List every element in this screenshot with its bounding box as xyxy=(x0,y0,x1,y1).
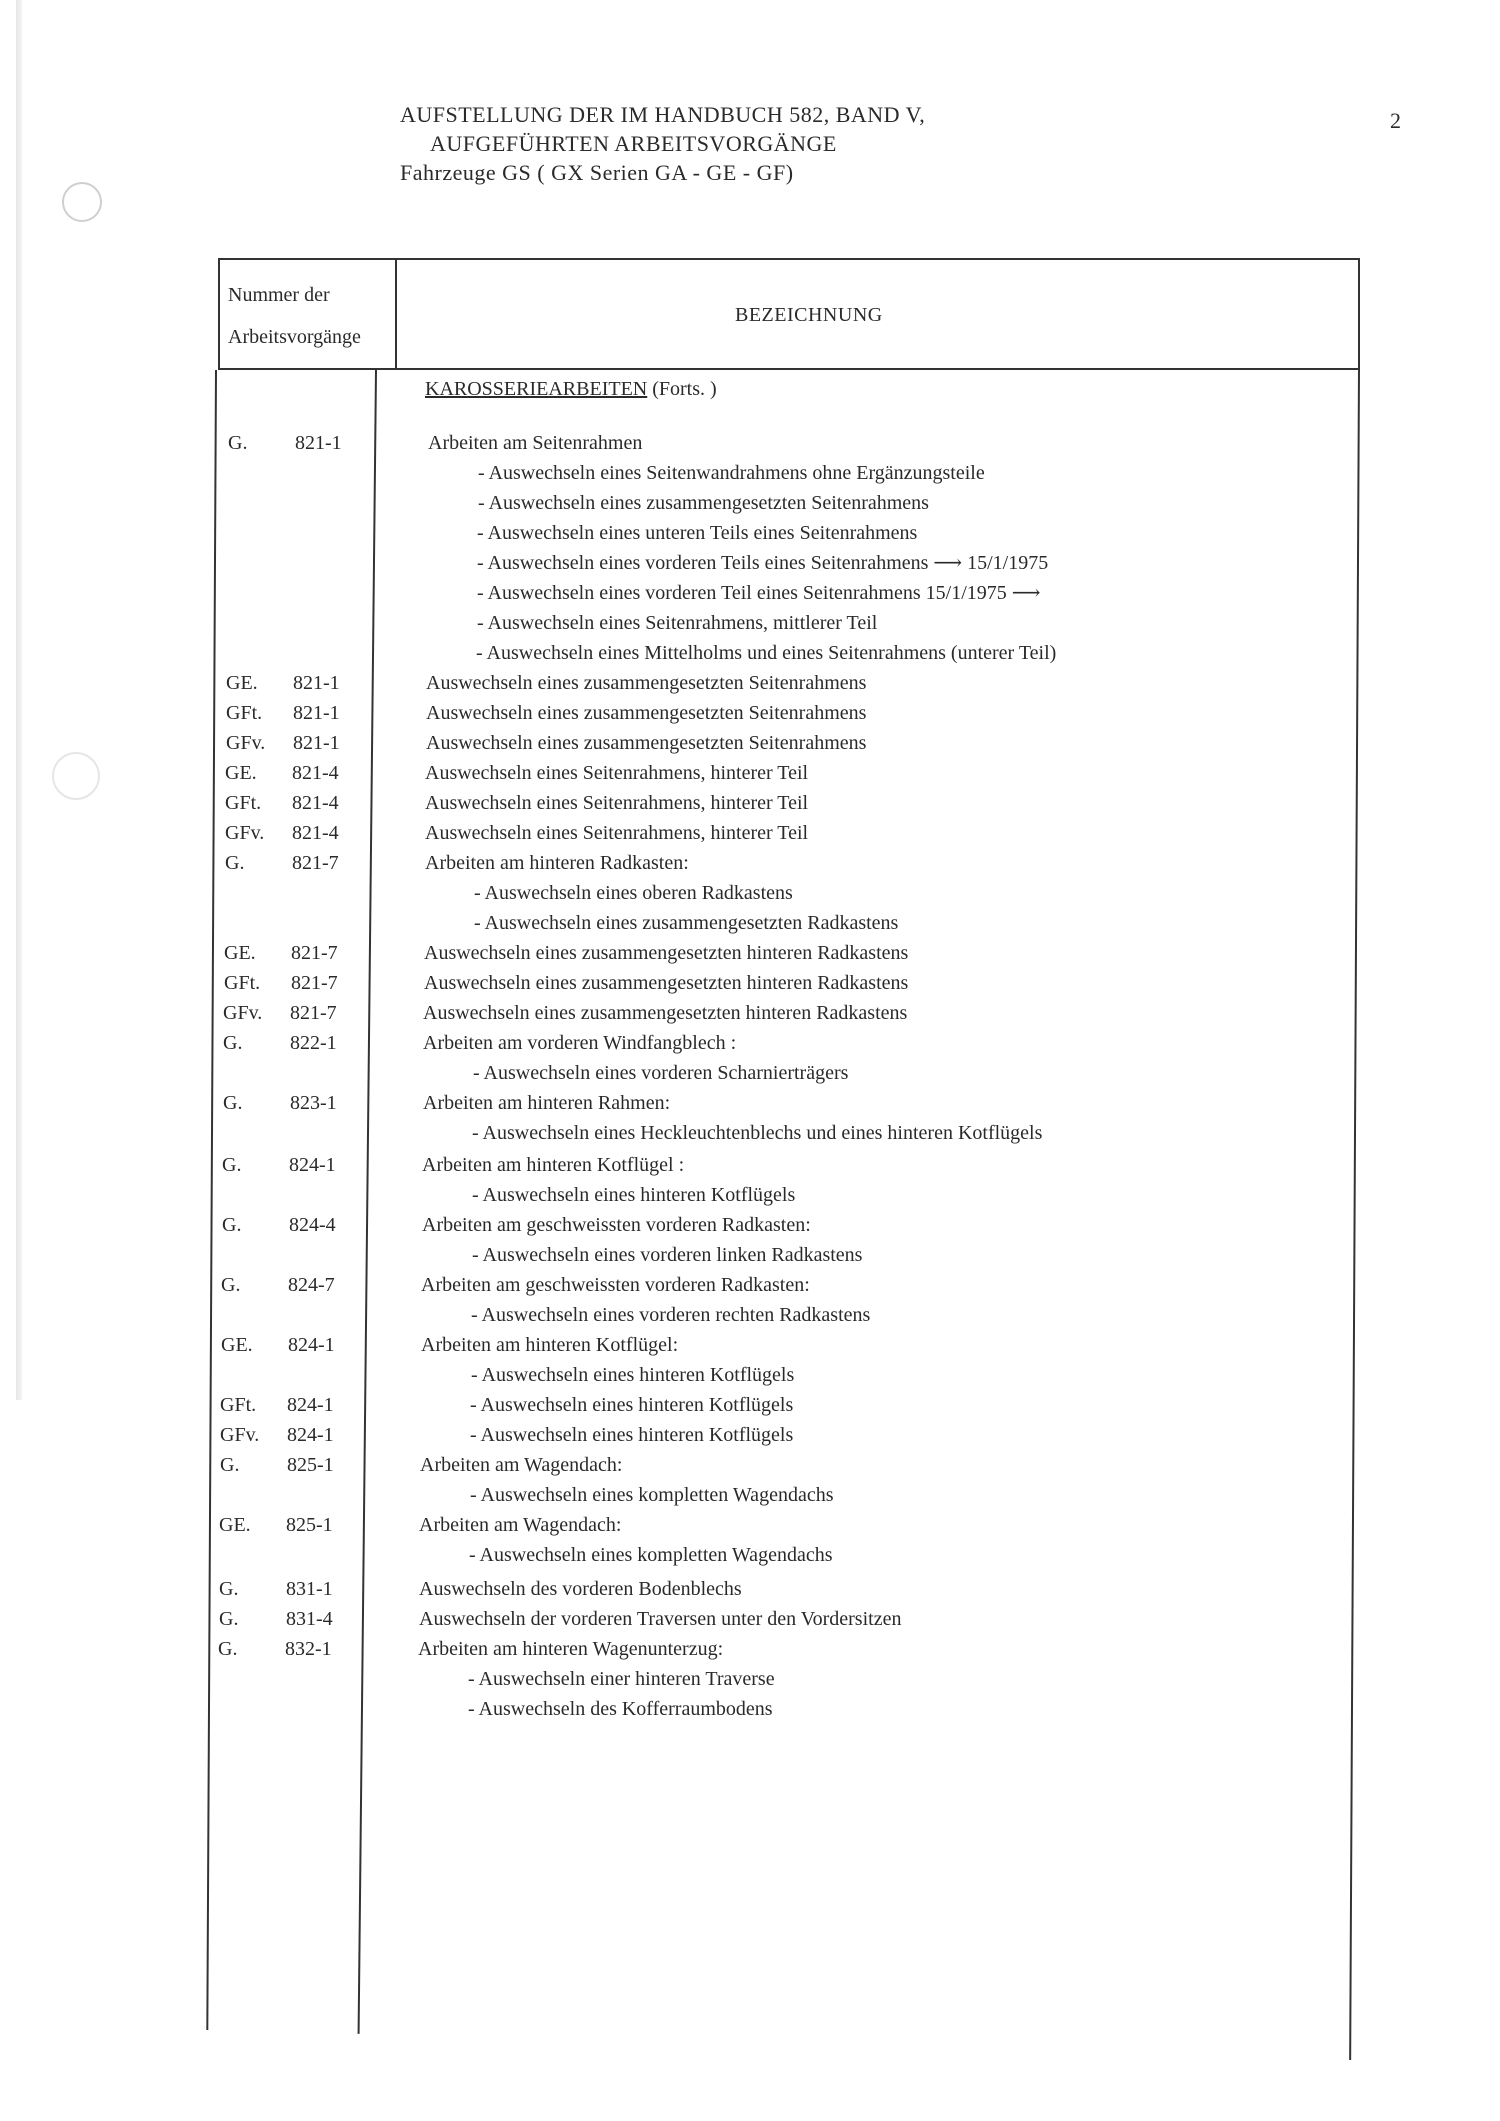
row-description: - Auswechseln eines Heckleuchtenblechs und eines hinteren Kotflügels xyxy=(472,1122,1043,1144)
row-operation-number: 831-1 xyxy=(286,1578,333,1600)
row-operation-number: 831-4 xyxy=(286,1608,333,1630)
table-column-divider xyxy=(395,258,397,368)
row-operation-number: 821-7 xyxy=(291,972,338,994)
row-description: Arbeiten am geschweissten vorderen Radkasten: xyxy=(421,1274,810,1296)
row-description: Auswechseln eines Seitenrahmens, hinterer Teil xyxy=(425,762,809,784)
row-description: Auswechseln eines Seitenrahmens, hinterer Teil xyxy=(425,822,809,844)
page-number: 2 xyxy=(1390,108,1401,133)
row-description: - Auswechseln eines hinteren Kotflügels xyxy=(470,1424,794,1446)
table-top-border xyxy=(218,258,1360,260)
row-description: - Auswechseln eines vorderen Teil eines Seitenrahmens 15/1/1975 ⟶ xyxy=(477,582,1041,604)
column-header-description: BEZEICHNUNG xyxy=(735,304,883,326)
row-description: - Auswechseln eines vorderen Scharnierträgers xyxy=(473,1062,849,1084)
column-header-number xyxy=(228,274,361,358)
row-description: Arbeiten am hinteren Kotflügel: xyxy=(421,1334,679,1356)
row-operation-number: 824-7 xyxy=(288,1274,335,1296)
row-description: - Auswechseln eines unteren Teils eines Seitenrahmens xyxy=(477,522,918,544)
row-description: - Auswechseln eines zusammengesetzten Radkastens xyxy=(474,912,899,934)
row-series-prefix: G. xyxy=(219,1578,239,1600)
row-description: - Auswechseln eines hinteren Kotflügels xyxy=(471,1364,795,1386)
row-series-prefix: GE. xyxy=(224,942,256,964)
row-operation-number: 824-1 xyxy=(287,1394,334,1416)
row-series-prefix: GFt. xyxy=(226,702,263,724)
row-series-prefix: G. xyxy=(225,852,245,874)
row-description: - Auswechseln eines kompletten Wagendachs xyxy=(469,1544,833,1566)
row-description: - Auswechseln eines hinteren Kotflügels xyxy=(470,1394,794,1416)
row-description: Auswechseln eines zusammengesetzten hinteren Radkastens xyxy=(424,972,909,994)
row-description: Arbeiten am hinteren Kotflügel : xyxy=(422,1154,685,1176)
row-series-prefix: GFt. xyxy=(220,1394,257,1416)
section-title xyxy=(425,378,717,401)
header-line-2: AUFGEFÜHRTEN ARBEITSVORGÄNGE xyxy=(430,131,837,156)
row-description: Auswechseln des vorderen Bodenblechs xyxy=(419,1578,742,1600)
row-description: Arbeiten am Wagendach: xyxy=(419,1514,622,1536)
row-operation-number: 821-1 xyxy=(293,702,340,724)
row-series-prefix: GE. xyxy=(221,1334,253,1356)
table-right-border xyxy=(1358,258,1360,368)
row-series-prefix: GE. xyxy=(219,1514,251,1536)
row-description: Arbeiten am hinteren Wagenunterzug: xyxy=(418,1638,724,1660)
punch-hole-1 xyxy=(62,182,102,222)
row-series-prefix: GE. xyxy=(225,762,257,784)
row-series-prefix: G. xyxy=(223,1092,243,1114)
row-description: - Auswechseln eines vorderen rechten Radkastens xyxy=(471,1304,871,1326)
row-operation-number: 821-7 xyxy=(291,942,338,964)
row-description: - Auswechseln eines Mittelholms und eines Seitenrahmens (unterer Teil) xyxy=(476,642,1057,664)
table-left-border-body xyxy=(206,370,217,2030)
row-description: - Auswechseln eines hinteren Kotflügels xyxy=(472,1184,796,1206)
row-series-prefix: G. xyxy=(220,1454,240,1476)
table-column-divider-body xyxy=(358,370,377,2034)
row-description: Arbeiten am hinteren Radkasten: xyxy=(425,852,689,874)
row-description: - Auswechseln eines vorderen linken Radkastens xyxy=(472,1244,863,1266)
row-description: Arbeiten am geschweissten vorderen Radkasten: xyxy=(422,1214,811,1236)
row-series-prefix: G. xyxy=(223,1032,243,1054)
row-operation-number: 825-1 xyxy=(287,1454,334,1476)
row-description: Auswechseln eines zusammengesetzten Seitenrahmens xyxy=(426,702,867,724)
row-description: - Auswechseln des Kofferraumbodens xyxy=(468,1698,773,1720)
row-series-prefix: G. xyxy=(222,1214,242,1236)
row-description: Auswechseln eines zusammengesetzten Seitenrahmens xyxy=(426,732,867,754)
row-operation-number: 824-1 xyxy=(287,1424,334,1446)
row-description: - Auswechseln eines zusammengesetzten Seitenrahmens xyxy=(478,492,929,514)
row-description: Arbeiten am Wagendach: xyxy=(420,1454,623,1476)
row-operation-number: 832-1 xyxy=(285,1638,332,1660)
section-title-main: KAROSSERIEARBEITEN xyxy=(425,378,648,400)
row-description: Arbeiten am vorderen Windfangblech : xyxy=(423,1032,737,1054)
row-operation-number: 825-1 xyxy=(286,1514,333,1536)
row-series-prefix: GFv. xyxy=(220,1424,260,1446)
row-operation-number: 823-1 xyxy=(290,1092,337,1114)
table-left-border xyxy=(218,258,220,368)
column-header-number-line1: Nummer der xyxy=(228,284,330,306)
row-operation-number: 821-7 xyxy=(292,852,339,874)
row-description: Auswechseln eines zusammengesetzten hinteren Radkastens xyxy=(424,942,909,964)
row-series-prefix: G. xyxy=(222,1154,242,1176)
column-header-number-line2: Arbeitsvorgänge xyxy=(228,326,361,348)
row-description: Auswechseln eines zusammengesetzten hinteren Radkastens xyxy=(423,1002,908,1024)
row-description: - Auswechseln eines vorderen Teils eines Seitenrahmens ⟶ 15/1/1975 xyxy=(477,552,1049,574)
table-right-border-body xyxy=(1349,370,1360,2060)
row-series-prefix: GFv. xyxy=(225,822,265,844)
row-series-prefix: GFt. xyxy=(224,972,261,994)
row-operation-number: 821-4 xyxy=(292,792,339,814)
row-series-prefix: G. xyxy=(228,432,248,454)
row-description: Auswechseln eines Seitenrahmens, hinterer Teil xyxy=(425,792,809,814)
row-description: - Auswechseln eines kompletten Wagendachs xyxy=(470,1484,834,1506)
section-title-suffix: (Forts. ) xyxy=(647,378,717,400)
row-description: Auswechseln eines zusammengesetzten Seitenrahmens xyxy=(426,672,867,694)
row-operation-number: 821-4 xyxy=(292,762,339,784)
row-operation-number: 824-1 xyxy=(288,1334,335,1356)
header-line-1: AUFSTELLUNG DER IM HANDBUCH 582, BAND V, xyxy=(400,102,926,127)
row-series-prefix: GFt. xyxy=(225,792,262,814)
row-series-prefix: G. xyxy=(218,1638,238,1660)
table-header-border xyxy=(218,368,1360,370)
row-operation-number: 821-1 xyxy=(293,672,340,694)
punch-hole-2 xyxy=(52,752,100,800)
header-line-3: Fahrzeuge GS ( GX Serien GA - GE - GF) xyxy=(400,160,794,185)
row-operation-number: 822-1 xyxy=(290,1032,337,1054)
row-series-prefix: GFv. xyxy=(226,732,266,754)
row-operation-number: 821-1 xyxy=(295,432,342,454)
row-description: Arbeiten am hinteren Rahmen: xyxy=(423,1092,671,1114)
row-description: - Auswechseln eines Seitenwandrahmens ohne Ergänzungsteile xyxy=(478,462,985,484)
row-series-prefix: G. xyxy=(219,1608,239,1630)
row-operation-number: 821-1 xyxy=(293,732,340,754)
row-description: - Auswechseln eines oberen Radkastens xyxy=(474,882,793,904)
row-operation-number: 821-7 xyxy=(290,1002,337,1024)
row-description: - Auswechseln eines Seitenrahmens, mittlerer Teil xyxy=(477,612,878,634)
row-description: - Auswechseln einer hinteren Traverse xyxy=(468,1668,775,1690)
row-description: Auswechseln der vorderen Traversen unter den Vordersitzen xyxy=(419,1608,902,1630)
row-series-prefix: GE. xyxy=(226,672,258,694)
row-operation-number: 824-1 xyxy=(289,1154,336,1176)
row-series-prefix: G. xyxy=(221,1274,241,1296)
row-operation-number: 821-4 xyxy=(292,822,339,844)
row-series-prefix: GFv. xyxy=(223,1002,263,1024)
row-operation-number: 824-4 xyxy=(289,1214,336,1236)
binder-strip xyxy=(16,0,22,1400)
document-header xyxy=(400,100,1100,187)
row-description: Arbeiten am Seitenrahmen xyxy=(428,432,643,454)
